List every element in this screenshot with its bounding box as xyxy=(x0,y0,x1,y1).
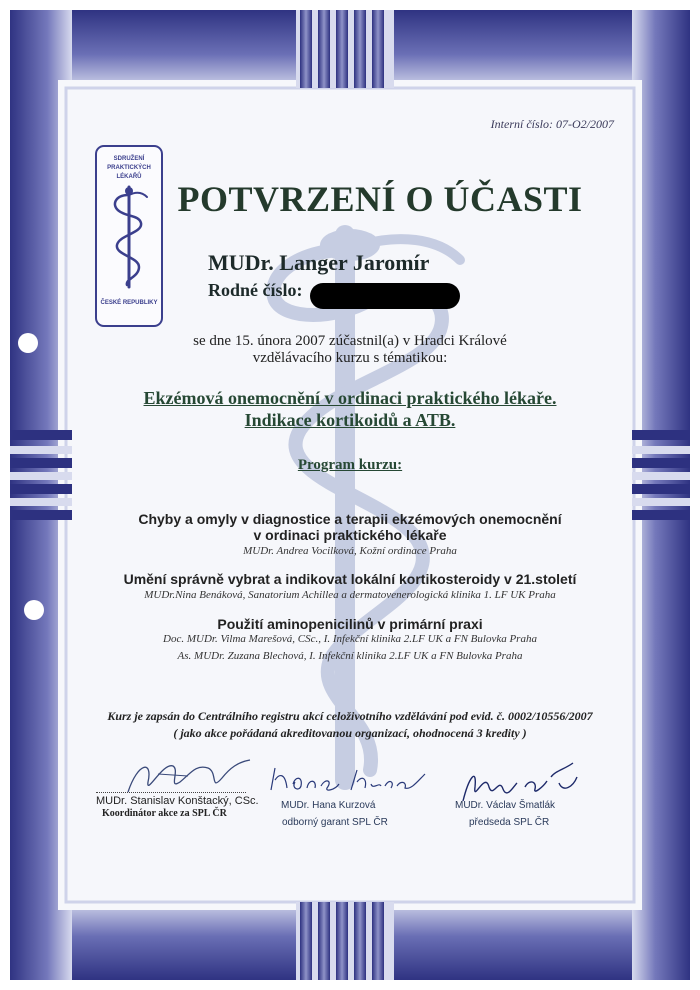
spl-logo xyxy=(95,145,163,327)
program-heading: Program kurzu: xyxy=(297,457,403,473)
lecture-title-continued: v ordinaci praktického lékaře xyxy=(253,527,447,543)
signature-2-scribble xyxy=(265,760,435,800)
signatory-name: MUDr. Stanislav Konštacký, CSc. xyxy=(96,795,259,807)
redaction-bar xyxy=(310,283,460,309)
signatory-name: MUDr. Hana Kurzová xyxy=(281,800,376,811)
registry-note-line-1: Kurz je zapsán do Centrálního registru akcí celoživotního vzdělávání pod evid. č. 0002/10556/2007 xyxy=(107,709,593,723)
birth-number-label: Rodné číslo: xyxy=(208,280,303,300)
signatory-role: odborný garant SPL ČR xyxy=(282,817,388,828)
intro-line-1: se dne 15. února 2007 zúčastnil(a) v Hradci Králové xyxy=(193,333,507,349)
internal-number: Interní číslo: 07-O2/2007 xyxy=(490,117,614,131)
signatory-role: předseda SPL ČR xyxy=(469,817,550,828)
lecturer: MUDr.Nina Benáková, Sanatorium Achillea a dermatovenerologická klinika 1. LF UK Praha xyxy=(144,589,556,601)
logo-bottom-text: ČESKÉ REPUBLIKY xyxy=(100,300,158,306)
page-title: POTVRZENÍ O ÚČASTI xyxy=(177,179,583,219)
signature-line xyxy=(96,792,246,793)
registry-note-line-2: ( jako akce pořádaná akreditovanou organizací, ohodnocená 3 kredity ) xyxy=(173,726,527,740)
signatory-name: MUDr. Václav Šmatlák xyxy=(455,800,556,811)
signatory-role: Koordinátor akce za SPL ČR xyxy=(102,808,227,819)
lecturer: As. MUDr. Zuzana Blechová, I. Infekční klinika 2.LF UK a FN Bulovka Praha xyxy=(177,650,523,662)
logo-top-text: SDRUŽENÍ PRAKTICKÝCH LÉKAŘŮ xyxy=(107,156,151,180)
course-topic-line-1: Ekzémová onemocnění v ordinaci praktického lékaře. xyxy=(143,388,557,408)
lecturer: Doc. MUDr. Vilma Marešová, CSc., I. Infekční klinika 2.LF UK a FN Bulovka Praha xyxy=(163,633,537,645)
lecture-title: Chyby a omyly v diagnostice a terapii ekzémových onemocnění xyxy=(138,511,562,527)
intro-line-2: vzdělávacího kurzu s tématikou: xyxy=(252,350,448,366)
lecture-title: Použití aminopenicilinů v primární praxi xyxy=(217,616,483,632)
lecturer: MUDr. Andrea Vocilková, Kožní ordinace Praha xyxy=(243,545,457,557)
lecture-title: Umění správně vybrat a indikovat lokální kortikosteroidy v 21.století xyxy=(123,571,577,587)
course-topic-line-2: Indikace kortikoidů a ATB. xyxy=(244,410,456,430)
participant-name: MUDr. Langer Jaromír xyxy=(208,250,430,275)
